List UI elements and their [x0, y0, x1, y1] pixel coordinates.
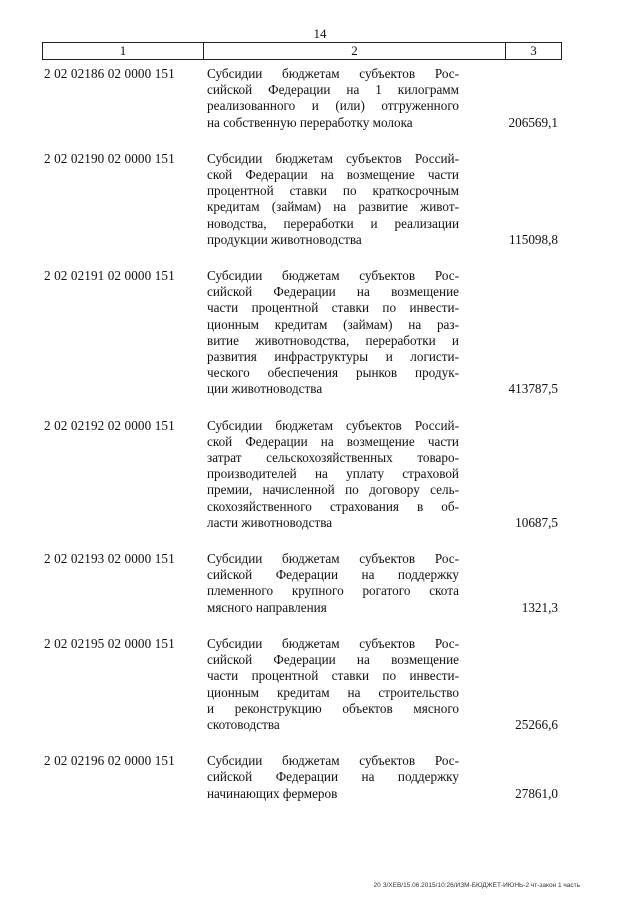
budget-code: 2 02 02193 02 0000 151: [44, 551, 175, 567]
description-line: новодства, переработки и реализации: [207, 215, 459, 231]
table-body: [42, 66, 562, 822]
amount: 10687,5: [515, 514, 558, 530]
header-col-1: 1: [43, 43, 204, 59]
budget-code: 2 02 02195 02 0000 151: [44, 635, 175, 651]
description-line: сийской Федерации на возмещение: [207, 652, 459, 668]
description-line: ской Федерации на возмещение части: [207, 433, 459, 449]
amount: 413787,5: [508, 381, 558, 397]
table-row: [42, 753, 562, 802]
item-description: [207, 418, 459, 531]
description-line: ласти животноводства: [207, 514, 333, 530]
description-line: премии, начисленной по договору сель-: [207, 482, 459, 498]
description-line: на собственную переработку молока: [207, 114, 413, 130]
description-line: витие животноводства, переработки и: [207, 332, 459, 348]
description-line: ции животноводства: [207, 381, 323, 397]
description-line: производителей на уплату страховой: [207, 466, 459, 482]
description-line: ционным кредитам (займам) на раз-: [207, 316, 459, 332]
description-line: и реконструкцию объектов мясного: [207, 700, 459, 716]
amount: 206569,1: [508, 114, 558, 130]
description-line: ционным кредитам на строительство: [207, 684, 459, 700]
description-line: Субсидии бюджетам субъектов Россий-: [207, 417, 459, 433]
budget-code: 2 02 02192 02 0000 151: [44, 417, 175, 433]
amount: 25266,6: [515, 716, 558, 732]
item-description: [207, 636, 459, 733]
description-line: сийской Федерации на возмещение: [207, 284, 459, 300]
item-description: [207, 66, 459, 131]
item-description: [207, 551, 459, 616]
header-col-2: 2: [204, 43, 506, 59]
table-row: [42, 151, 562, 248]
description-line: Субсидии бюджетам субъектов Рос-: [207, 551, 459, 567]
description-line: затрат сельскохозяйственных товаро-: [207, 450, 459, 466]
description-line: Субсидии бюджетам субъектов Россий-: [207, 150, 459, 166]
description-line: ской Федерации на возмещение части: [207, 167, 459, 183]
description-line: скотоводства: [207, 716, 280, 732]
amount: 115098,8: [509, 231, 558, 247]
description-line: ческого обеспечения рынков продук-: [207, 365, 459, 381]
header-col-3: 3: [530, 43, 537, 58]
table-header: [42, 42, 562, 60]
page-number: 14: [313, 26, 327, 41]
description-line: Субсидии бюджетам субъектов Рос-: [207, 753, 459, 769]
description-line: сийской Федерации на поддержку: [207, 769, 459, 785]
description-line: процентной ставки по краткосрочным: [207, 183, 459, 199]
description-line: кредитам (займам) на развитие живот-: [207, 199, 459, 215]
table-row: [42, 551, 562, 616]
description-line: мясного направления: [207, 599, 327, 615]
budget-code: 2 02 02191 02 0000 151: [44, 268, 175, 284]
description-line: скохозяйственного страхования в об-: [207, 498, 459, 514]
description-line: реализованного и (или) отгруженного: [207, 98, 459, 114]
table-row: [42, 418, 562, 531]
budget-code: 2 02 02186 02 0000 151: [44, 66, 175, 81]
table-row: [42, 636, 562, 733]
amount: 27861,0: [515, 785, 558, 801]
description-line: начинающих фермеров: [207, 785, 338, 801]
description-line: продукции животноводства: [207, 231, 362, 247]
description-line: части процентной ставки по инвести-: [207, 668, 459, 684]
amount: 1321,3: [521, 599, 558, 615]
description-line: Субсидии бюджетам субъектов Рос-: [207, 635, 459, 651]
table-row: [42, 268, 562, 398]
budget-code: 2 02 02196 02 0000 151: [44, 753, 175, 769]
table-row: [42, 66, 562, 131]
description-line: сийской Федерации на поддержку: [207, 567, 459, 583]
description-line: племенного крупного рогатого скота: [207, 583, 459, 599]
item-description: [207, 753, 459, 802]
description-line: Субсидии бюджетам субъектов Рос-: [207, 66, 459, 81]
item-description: [207, 268, 459, 398]
budget-code: 2 02 02190 02 0000 151: [44, 150, 175, 166]
item-description: [207, 151, 459, 248]
description-line: сийской Федерации на 1 килограмм: [207, 82, 459, 98]
description-line: развития инфраструктуры и логисти-: [207, 349, 459, 365]
description-line: части процентной ставки по инвести-: [207, 300, 459, 316]
footer-note: 20 З/ХЕВ/15.06.2015/10:26/ИЗМ-БЮДЖЕТ-ИЮНЬ-2 чт-закон 1 часть: [373, 882, 580, 889]
description-line: Субсидии бюджетам субъектов Рос-: [207, 268, 459, 284]
